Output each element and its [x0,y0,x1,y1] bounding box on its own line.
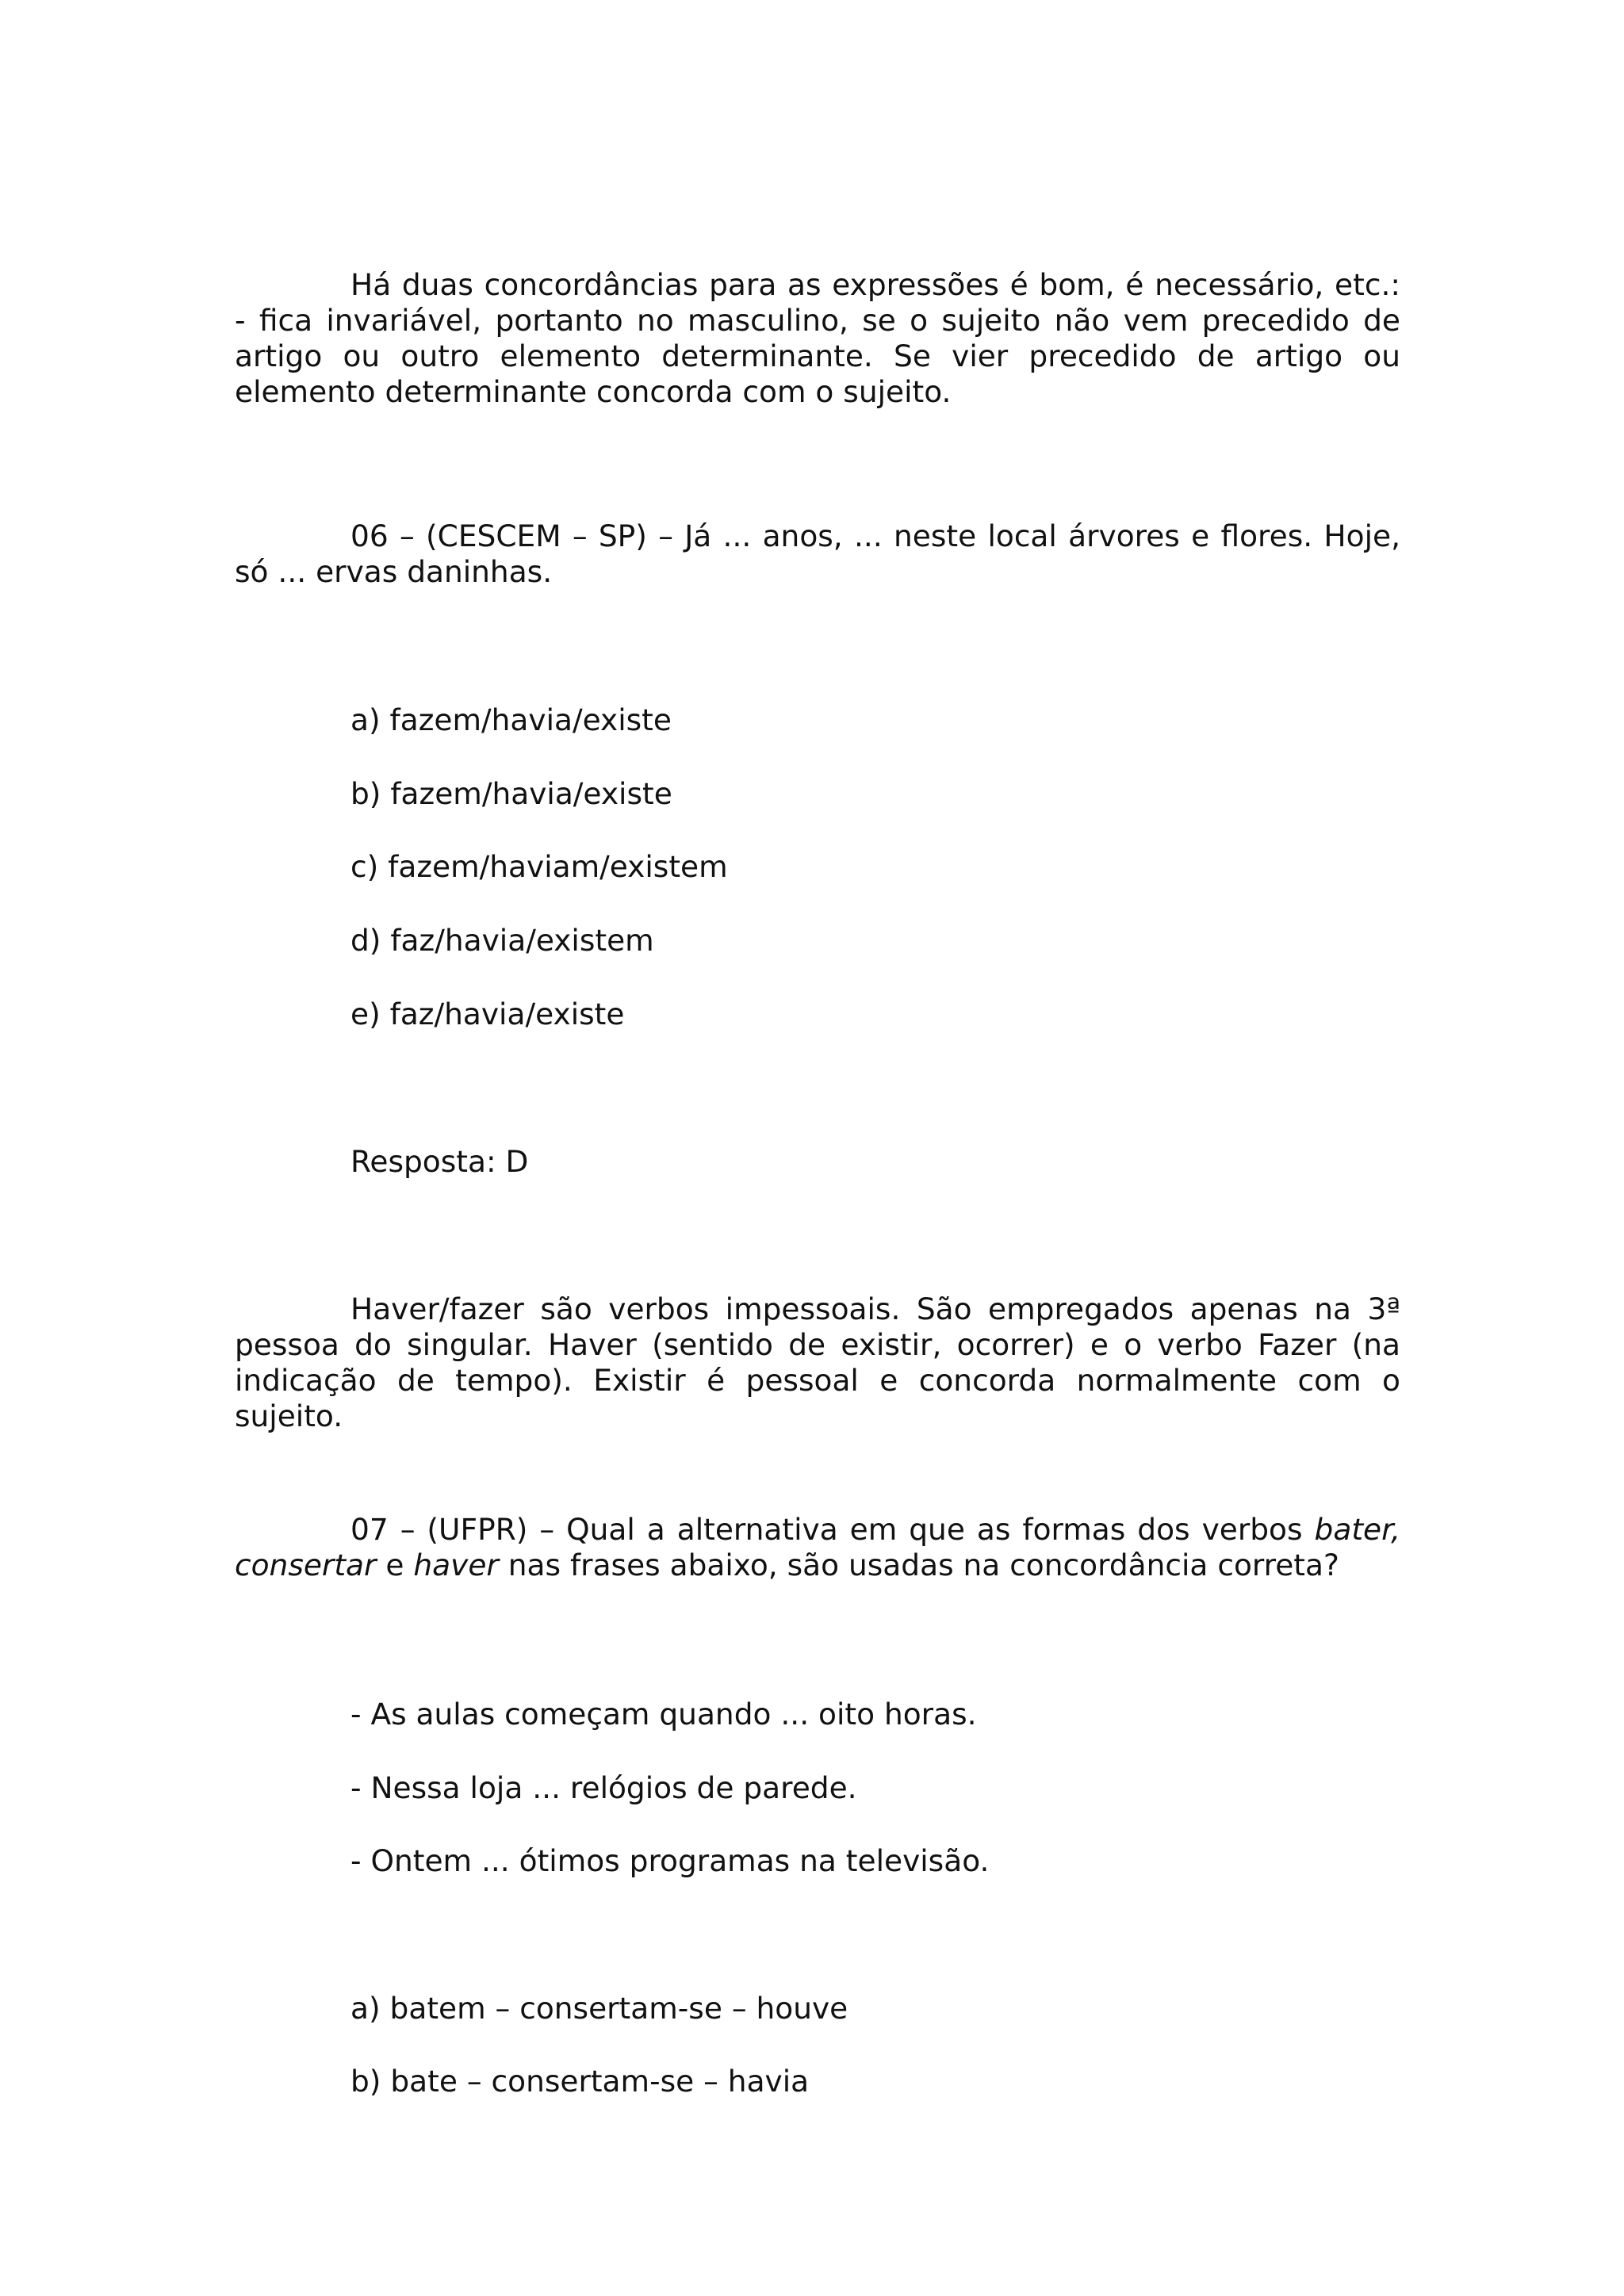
answer-label: Resposta: D [350,1144,529,1179]
option-c: c) fazem/haviam/existem [350,849,728,884]
option-07-a: a) batem – consertam-se – houve [350,1991,848,2026]
paragraph-concordancia-body [235,303,1400,410]
paragraph-body-text: - fica invariável, portanto no masculino, se o sujeito não vem precedido de artigo ou outro elemento determinante. Se vier precedido de artigo ou elemento determinante concorda com o sujeito. [235,303,1400,409]
stem-part-3: nas frases abaixo, são usadas na concordância correta? [498,1548,1339,1582]
question-07-stem [235,1512,1400,1583]
paragraph-first-line: Há duas concordâncias para as expressões é bom, é necessário, etc.: [350,267,1400,302]
stem-part-2: e [376,1548,414,1582]
option-a: a) fazem/havia/existe [350,702,672,737]
verb-haver: haver [413,1548,499,1582]
paragraph-concordancia-intro [235,267,1400,303]
explanation-text: Haver/fazer são verbos impessoais. São empregados apenas na 3ª pessoa do singular. Haver (sentido de existir, ocorrer) e o verbo Fazer (na indicação de tempo). Existir é pessoal e concorda normalmente com o sujeito. [235,1292,1400,1433]
explanation-paragraph [235,1292,1400,1434]
verb-bater: bater, [1314,1512,1400,1547]
question-06-stem [235,519,1400,590]
verb-consertar: consertar [235,1548,377,1582]
stem-part-1: 07 – (UFPR) – Qual a alternativa em que as formas dos verbos [350,1512,1315,1547]
sentence-3: - Ontem ... ótimos programas na televisão. [350,1843,990,1878]
sentence-2: - Nessa loja ... relógios de parede. [350,1770,857,1805]
option-d: d) faz/havia/existem [350,923,654,958]
option-b: b) fazem/havia/existe [350,776,672,811]
question-07-text [235,1512,1400,1583]
option-e: e) faz/havia/existe [350,997,625,1031]
question-06-text: 06 – (CESCEM – SP) – Já ... anos, ... neste local árvores e flores. Hoje, só ... ervas daninhas. [235,519,1400,589]
option-07-b: b) bate – consertam-se – havia [350,2064,810,2099]
sentence-1: - As aulas começam quando ... oito horas. [350,1697,977,1732]
